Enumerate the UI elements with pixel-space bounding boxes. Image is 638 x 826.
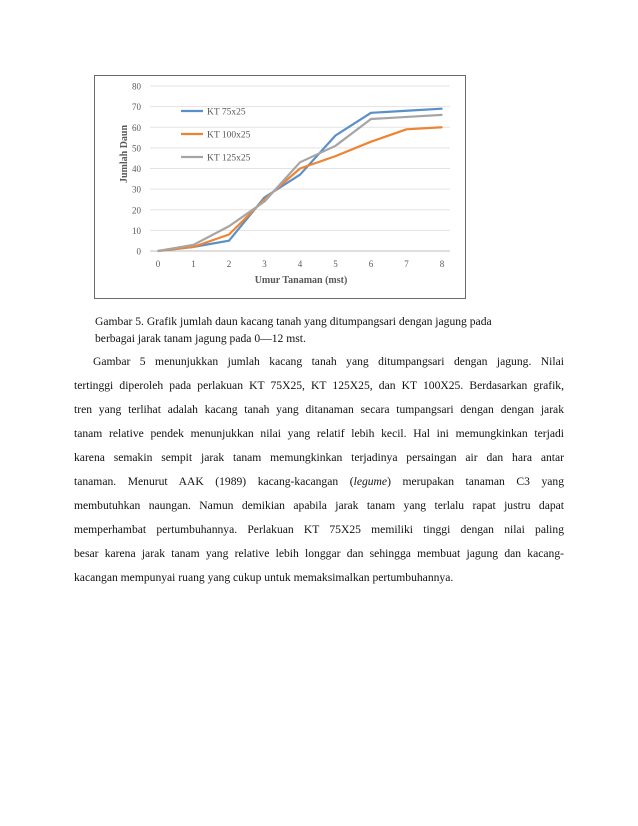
x-tick-label: 7: [404, 259, 409, 269]
y-tick-label: 10: [132, 225, 141, 236]
series-point: [228, 225, 230, 227]
x-tick-label: 1: [191, 259, 196, 269]
series-point: [406, 110, 408, 112]
y-tick-label: 80: [132, 81, 141, 92]
x-tick-label: 6: [368, 259, 374, 269]
series-point: [157, 250, 159, 252]
legend-label: KT 75x25: [207, 107, 246, 118]
figure-caption: [95, 313, 535, 347]
chart-figure: [94, 75, 466, 299]
paragraph-text: ) merupakan tanaman C3 yang: [387, 475, 565, 488]
series-point: [441, 108, 443, 110]
y-axis-label: Jumlah Daun: [119, 124, 130, 184]
paragraph-line-legume: [74, 470, 564, 494]
legend-label: KT 125x25: [207, 153, 251, 164]
paragraph-line: tanam relative pendek menunjukkan nilai yang relatif lebih kecil. Hal ini memungkinkan terjadi: [74, 427, 564, 440]
series-point: [370, 141, 372, 143]
series-point: [193, 244, 195, 246]
paragraph-line: kacangan mempunyai ruang yang cukup untuk memaksimalkan pertumbuhannya.: [74, 571, 454, 584]
paragraph-line: tren yang terlihat adalah kacang tanah yang ditanaman secara tumpangsari dengan dengan jarak: [74, 403, 564, 416]
paragraph-line: memperhambat pertumbuhannya. Perlakuan KT 75X25 memiliki tinggi dengan nilai paling: [74, 523, 564, 536]
series-line-0: [158, 109, 442, 251]
series-point: [299, 168, 301, 170]
paragraph-text: tanaman. Menurut AAK (1989) kacang-kacangan (: [74, 475, 354, 488]
x-tick-label: 0: [155, 259, 161, 269]
x-tick-label: 5: [333, 259, 338, 269]
series-point: [299, 174, 301, 176]
x-tick-label: 8: [439, 259, 445, 269]
paragraph-line: tertinggi diperoleh pada perlakuan KT 75X25, KT 125X25, dan KT 100X25. Berdasarkan grafik,: [74, 379, 564, 392]
series-point: [228, 240, 230, 242]
series-point: [228, 234, 230, 236]
series-point: [370, 112, 372, 114]
paragraph-line: karena semakin sempit jarak tanam memungkinkan terjadinya persaingan air dan hara antar: [74, 451, 564, 464]
series-point: [370, 118, 372, 120]
x-tick-label: 2: [226, 259, 232, 269]
y-tick-label: 40: [132, 164, 141, 174]
y-tick-label: 20: [132, 205, 141, 216]
series-point: [299, 162, 301, 164]
paragraph-line: membutuhkan naungan. Namun demikian apabila jarak tanam yang terlalu rapat justru dapat: [74, 499, 564, 512]
legume-italic: legume: [353, 475, 388, 488]
series-point: [406, 116, 408, 118]
paragraph-line: Gambar 5 menunjukkan jumlah kacang tanah yang ditumpangsari dengan jagung. Nilai: [93, 355, 564, 368]
y-tick-label: 50: [132, 143, 141, 154]
y-tick-label: 70: [132, 102, 141, 113]
caption-line-1: Gambar 5. Grafik jumlah daun kacang tanah yang ditumpangsari dengan jagung pada: [95, 315, 492, 328]
y-tick-label: 30: [132, 184, 141, 195]
legend-label: KT 100x25: [207, 130, 251, 141]
x-tick-label: 4: [297, 259, 303, 269]
series-point: [441, 114, 443, 116]
y-tick-label: 0: [136, 246, 141, 257]
series-point: [193, 246, 195, 248]
series-point: [406, 129, 408, 131]
series-point: [335, 155, 337, 157]
leaf-count-line-chart: [95, 76, 465, 298]
series-point: [264, 201, 266, 203]
series-point: [441, 126, 443, 128]
caption-line-2: berbagai jarak tanam jagung pada 0—12 mst.: [95, 332, 306, 345]
paragraph-line: besar karena jarak tanam yang relative lebih longgar dan sehingga membuat jagung dan kacang-: [74, 547, 564, 560]
series-point: [335, 135, 337, 137]
body-paragraph: [74, 350, 564, 590]
y-tick-label: 60: [132, 122, 141, 133]
x-axis-label: Umur Tanaman (mst): [254, 275, 348, 286]
x-tick-label: 3: [262, 259, 267, 269]
series-point: [335, 145, 337, 147]
